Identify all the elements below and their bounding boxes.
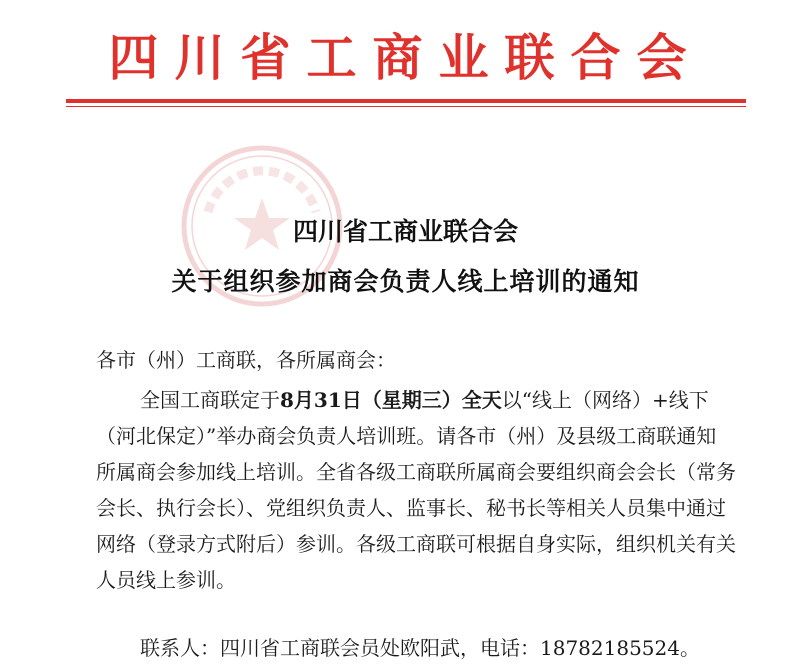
- document-title-line1: 四川省工商业联合会: [292, 217, 518, 246]
- paragraph-part2: 以“线上（网络）+线下（河北保定）”举办商会负责人培训班。请各市（州）及县级工商联通知所属商会参加线上培训。全省各级工商联所属商会要组织商会会长（常务会长、执行会长）、党组织负责人、监事长、秘书长等相关人员集中通过网络（登录方式附后）参训。各级工商联可根据自身实际，组织机关有关人员线上参训。: [96, 388, 736, 592]
- contact-text: 联系人：四川省工商联会员处欧阳武，电话：18782185524。: [140, 636, 700, 660]
- paragraph-date: 8月31日（星期三）全天: [280, 388, 502, 412]
- contact-line: [96, 630, 736, 666]
- letterhead-org-name: 四川省工商业联合会: [108, 28, 703, 87]
- letterhead-thick-rule: [66, 99, 746, 103]
- notice-paragraph: [96, 382, 736, 598]
- paragraph-part1: 全国工商联定于: [140, 388, 280, 412]
- letterhead-thin-rule: [66, 106, 746, 107]
- salutation: 各市（州）工商联，各所属商会：: [96, 348, 396, 372]
- document-title-line2: 关于组织参加商会负责人线上培训的通知: [171, 267, 640, 296]
